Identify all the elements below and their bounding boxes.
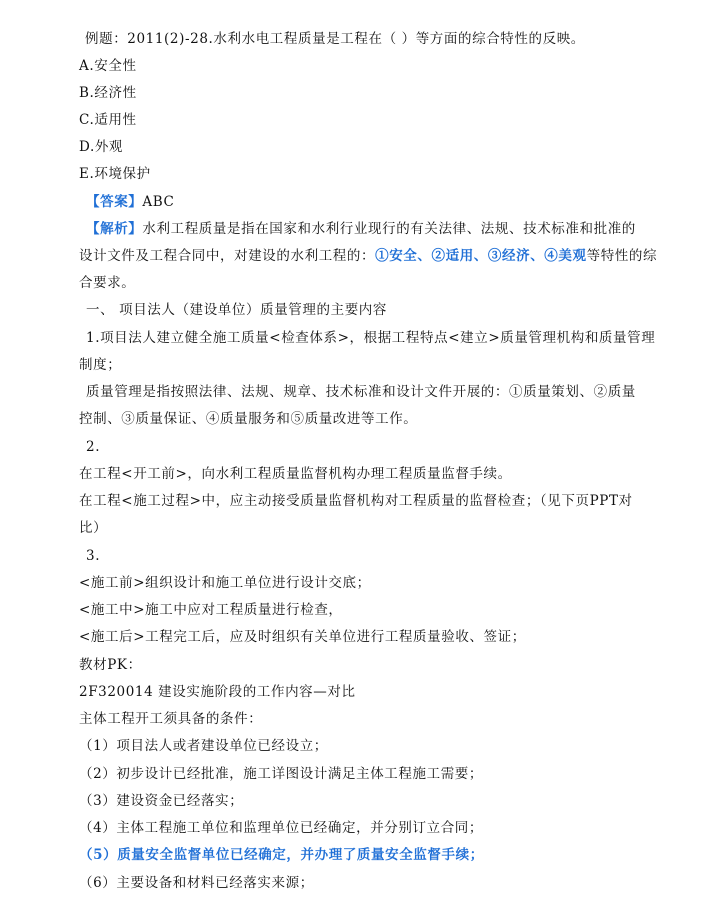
option-a: A.安全性	[79, 58, 137, 74]
analysis-tail: 等特性的综	[586, 248, 658, 264]
analysis-line-3: 合要求。	[79, 275, 136, 291]
item-3-number: 3.	[86, 548, 101, 564]
item-2-number: 2.	[86, 439, 101, 455]
analysis-line-2	[79, 246, 657, 266]
condition-5: （5）质量安全监督单位已经确定，并办理了质量安全监督手续；	[79, 847, 484, 863]
condition-4: （4）主体工程施工单位和监理单位已经确定，并分别订立合同；	[79, 820, 483, 836]
analysis-text-2: 设计文件及工程合同中，对建设的水利工程的：	[79, 248, 376, 264]
item-2-text-a: 在工程<开工前>，向水利工程质量监督机构办理工程质量监督手续。	[79, 466, 512, 482]
answer-value: ABC	[142, 194, 175, 210]
item-3-text-b: <施工中>施工中应对工程质量进行检查，	[79, 602, 343, 618]
analysis-line-1	[86, 219, 636, 239]
condition-1: （1）项目法人或者建设单位已经设立；	[79, 738, 328, 754]
item-2-text-b2: 比）	[79, 520, 108, 536]
question-stem: 例题：2011(2)-28.水利水电工程质量是工程在（ ）等方面的综合特性的反映。	[85, 31, 585, 47]
condition-6: （6）主要设备和材料已经落实来源；	[79, 875, 314, 891]
reference-title: 2F320014 建设实施阶段的工作内容—对比	[79, 684, 356, 700]
option-b: B.经济性	[79, 85, 137, 101]
option-e: E.环境保护	[79, 166, 151, 182]
analysis-label: 【解析】	[86, 221, 143, 237]
section-heading: 一、 项目法人（建设单位）质量管理的主要内容	[86, 302, 387, 318]
para2-line2: 控制、③质量保证、④质量服务和⑤质量改进等工作。	[79, 411, 418, 427]
answer-label: 【答案】	[86, 194, 143, 210]
para2-line1: 质量管理是指按照法律、法规、规章、技术标准和设计文件开展的：①质量策划、②质量	[86, 384, 636, 400]
option-d: D.外观	[79, 139, 124, 155]
analysis-highlight: ①安全、②适用、③经济、④美观	[375, 248, 587, 264]
textbook-pk: 教材PK：	[79, 657, 142, 673]
para1-line1: 1.项目法人建立健全施工质量<检查体系>，根据工程特点<建立>质量管理机构和质量管理	[86, 330, 656, 346]
item-3-text-a: <施工前>组织设计和施工单位进行设计交底；	[79, 575, 371, 591]
item-3-text-c: <施工后>工程完工后，应及时组织有关单位进行工程质量验收、签证；	[79, 629, 526, 645]
para1-line2: 制度；	[79, 357, 122, 373]
condition-3: （3）建设资金已经落实；	[79, 793, 244, 809]
conditions-title: 主体工程开工须具备的条件：	[79, 711, 263, 727]
analysis-text-1: 水利工程质量是指在国家和水利行业现行的有关法律、法规、技术标准和批准的	[142, 221, 636, 237]
option-c: C.适用性	[79, 112, 137, 128]
condition-2: （2）初步设计已经批准，施工详图设计满足主体工程施工需要；	[79, 766, 483, 782]
answer-line	[86, 192, 174, 212]
item-2-text-b1: 在工程<施工过程>中，应主动接受质量监督机构对工程质量的监督检查；（见下页PPT对	[79, 493, 633, 509]
